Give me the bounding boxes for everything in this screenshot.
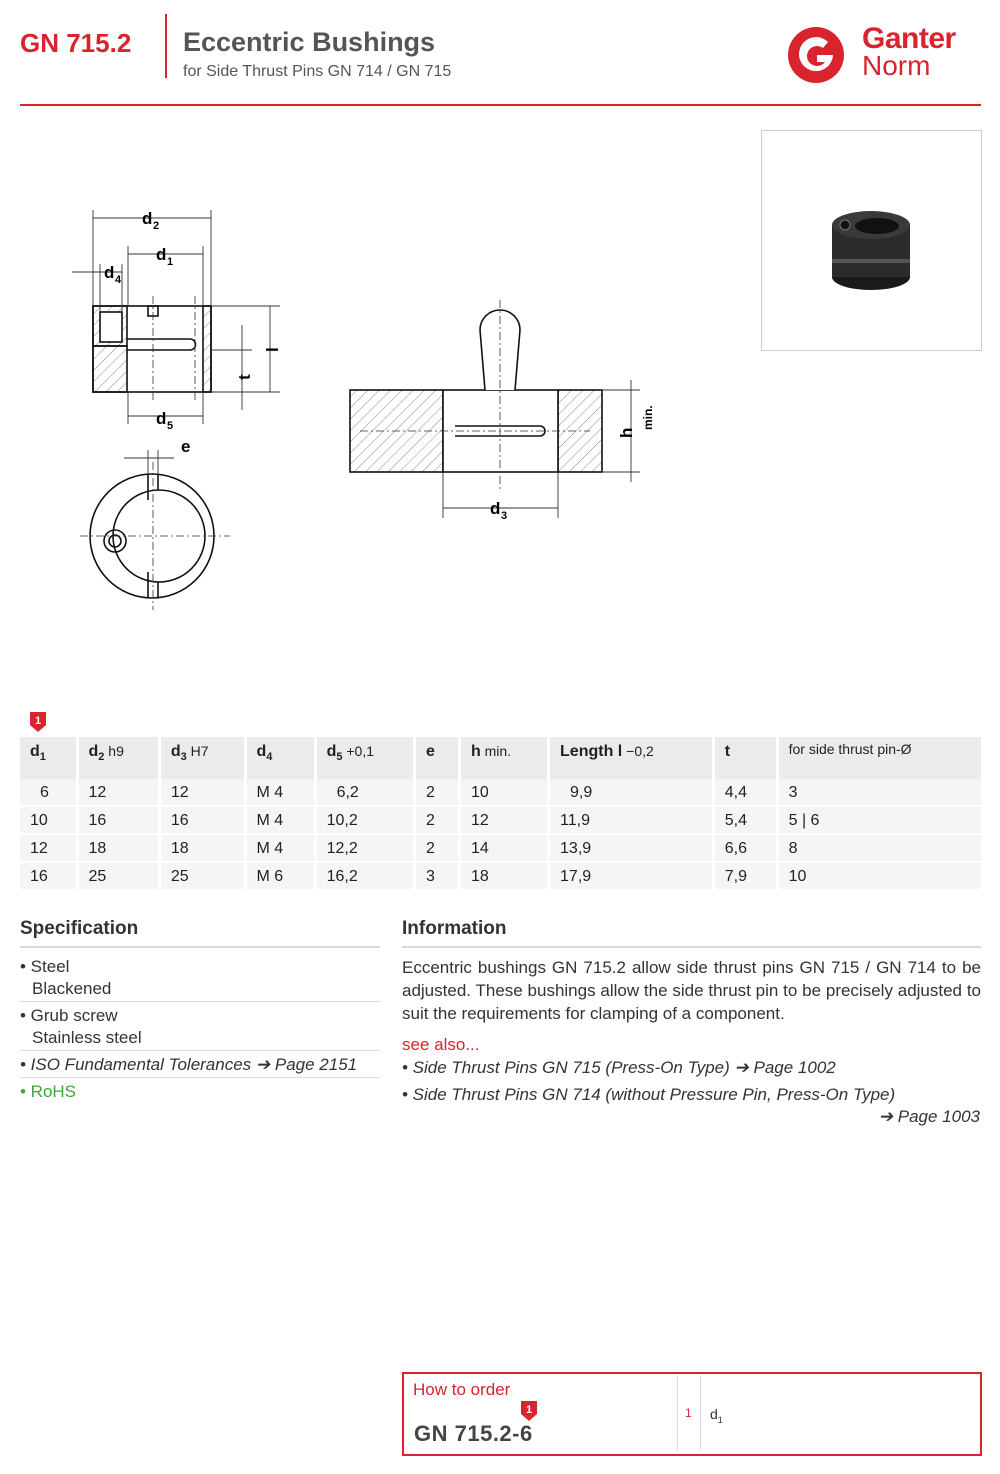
link-gn714-page[interactable]: ➔ Page 1003 xyxy=(878,1107,980,1126)
table-cell: 7,9 xyxy=(713,862,777,890)
table-header-cell: for side thrust pin-Ø xyxy=(777,737,981,779)
information-heading: Information xyxy=(402,918,507,939)
how-to-order-label: How to order xyxy=(413,1380,511,1399)
table-cell: 8 xyxy=(777,834,981,862)
table-header-row xyxy=(20,737,981,779)
table-cell: 6,2 xyxy=(315,779,414,806)
table-cell: 6 xyxy=(20,779,77,806)
label-d2: d xyxy=(142,209,153,228)
spec-item-rohs: • RoHS xyxy=(20,1082,77,1101)
table-cell: 5,4 xyxy=(713,806,777,834)
table-row xyxy=(20,806,981,834)
table-cell: 2 xyxy=(414,779,459,806)
order-code: GN 715.2-6 xyxy=(414,1421,533,1446)
label-d1: d xyxy=(156,245,167,264)
table-cell: 12,2 xyxy=(315,834,414,862)
bushing-photo-icon xyxy=(762,131,981,350)
marker-badge-icon xyxy=(29,711,47,733)
product-photo xyxy=(761,130,982,351)
installation-view xyxy=(350,310,602,472)
order-marker-icon xyxy=(520,1400,538,1422)
table-cell: 13,9 xyxy=(549,834,714,862)
table-cell: 11,9 xyxy=(549,806,714,834)
information-divider xyxy=(402,946,981,948)
spec-item-steel: • Steel Blackened xyxy=(20,957,112,998)
table-row xyxy=(20,779,981,806)
table-cell: 17,9 xyxy=(549,862,714,890)
table-header-cell: Length l −0,2 xyxy=(549,737,714,779)
specification-heading: Specification xyxy=(20,918,139,939)
page-subtitle: for Side Thrust Pins GN 714 / GN 715 xyxy=(183,63,452,80)
side-view xyxy=(93,306,211,392)
table-cell: 6,6 xyxy=(713,834,777,862)
table-header-cell: $d_5 +0,1$ xyxy=(315,737,414,779)
table-cell: 16,2 xyxy=(315,862,414,890)
svg-text:3: 3 xyxy=(501,510,508,522)
table-cell: M 4 xyxy=(245,834,315,862)
table-cell: 10 xyxy=(20,806,77,834)
link-gn715[interactable]: • Side Thrust Pins GN 715 (Press-On Type) ➔ Page 1002 xyxy=(402,1058,836,1077)
spec-item-iso-link[interactable]: • ISO Fundamental Tolerances ➔ Page 2151 xyxy=(20,1055,358,1074)
spec-item-grub-screw: • Grub screw Stainless steel xyxy=(20,1006,142,1047)
table-cell: 12 xyxy=(459,806,548,834)
table-cell: 12 xyxy=(20,834,77,862)
see-also-label: see also... xyxy=(402,1035,480,1054)
table-header-cell: h min. xyxy=(459,737,548,779)
table-cell: 10,2 xyxy=(315,806,414,834)
table-cell: 16 xyxy=(77,806,159,834)
label-d4: d xyxy=(104,263,115,282)
table-row xyxy=(20,834,981,862)
table-cell: 4,4 xyxy=(713,779,777,806)
table-cell: 16 xyxy=(20,862,77,890)
table-cell: M 4 xyxy=(245,779,315,806)
svg-text:4: 4 xyxy=(115,274,122,286)
table-cell: 12 xyxy=(77,779,159,806)
specification-divider xyxy=(20,946,380,948)
table-cell: 5 | 6 xyxy=(777,806,981,834)
table-cell: 10 xyxy=(777,862,981,890)
table-cell: 25 xyxy=(159,862,245,890)
table-header-cell: t xyxy=(713,737,777,779)
svg-text:1: 1 xyxy=(34,715,42,727)
order-divider xyxy=(677,1375,678,1451)
technical-drawing xyxy=(60,200,680,620)
spec-divider xyxy=(20,1050,380,1051)
page-title: Eccentric Bushings xyxy=(183,27,436,57)
table-cell: 9,9 xyxy=(549,779,714,806)
spec-divider xyxy=(20,1001,380,1002)
order-divider xyxy=(700,1375,701,1451)
link-gn714[interactable]: • Side Thrust Pins GN 714 (without Pressure Pin, Press-On Type) xyxy=(402,1085,896,1104)
table-cell: 16 xyxy=(159,806,245,834)
brand-name: Ganter xyxy=(862,22,956,55)
label-d3: d xyxy=(490,499,501,518)
dimension-table xyxy=(20,737,981,891)
table-cell: 18 xyxy=(77,834,159,862)
svg-text:5: 5 xyxy=(167,420,174,432)
svg-text:2: 2 xyxy=(153,220,160,232)
table-header-cell: $d_4$ xyxy=(245,737,315,779)
table-cell: 12 xyxy=(159,779,245,806)
table-cell: 14 xyxy=(459,834,548,862)
order-key-label: $d_1$ xyxy=(710,1406,723,1425)
table-header-cell: e xyxy=(414,737,459,779)
svg-text:1: 1 xyxy=(525,1404,533,1416)
label-l: l xyxy=(263,347,282,352)
table-cell: 2 xyxy=(414,806,459,834)
table-cell: 25 xyxy=(77,862,159,890)
svg-text:1: 1 xyxy=(167,256,174,268)
label-e: e xyxy=(181,437,191,456)
label-t: t xyxy=(235,374,254,380)
table-row xyxy=(20,862,981,890)
label-d5: d xyxy=(156,409,167,428)
label-h: h xyxy=(617,427,636,438)
header-divider xyxy=(20,104,981,106)
table-cell: 18 xyxy=(459,862,548,890)
title-separator xyxy=(165,14,167,78)
table-cell: 3 xyxy=(414,862,459,890)
part-number: GN 715.2 xyxy=(20,28,132,58)
order-key-number: 1 xyxy=(685,1406,692,1420)
table-cell: 18 xyxy=(159,834,245,862)
table-header-cell: $d_3$ H7 xyxy=(159,737,245,779)
label-min: min. xyxy=(641,405,655,430)
table-cell: M 4 xyxy=(245,806,315,834)
information-text: Eccentric bushings GN 715.2 allow side thrust pins GN 715 / GN 714 to be adjusted. These bushings allow the side thrust pin to be precisely adjusted to suit the requirements for clamping of a component. xyxy=(402,958,981,1023)
spec-divider xyxy=(20,1077,380,1078)
table-header-cell: $d_1$ xyxy=(20,737,77,779)
table-cell: M 6 xyxy=(245,862,315,890)
table-header-cell: $d_2$ h9 xyxy=(77,737,159,779)
brand-subname: Norm xyxy=(862,50,931,81)
table-cell: 3 xyxy=(777,779,981,806)
table-cell: 2 xyxy=(414,834,459,862)
table-cell: 10 xyxy=(459,779,548,806)
